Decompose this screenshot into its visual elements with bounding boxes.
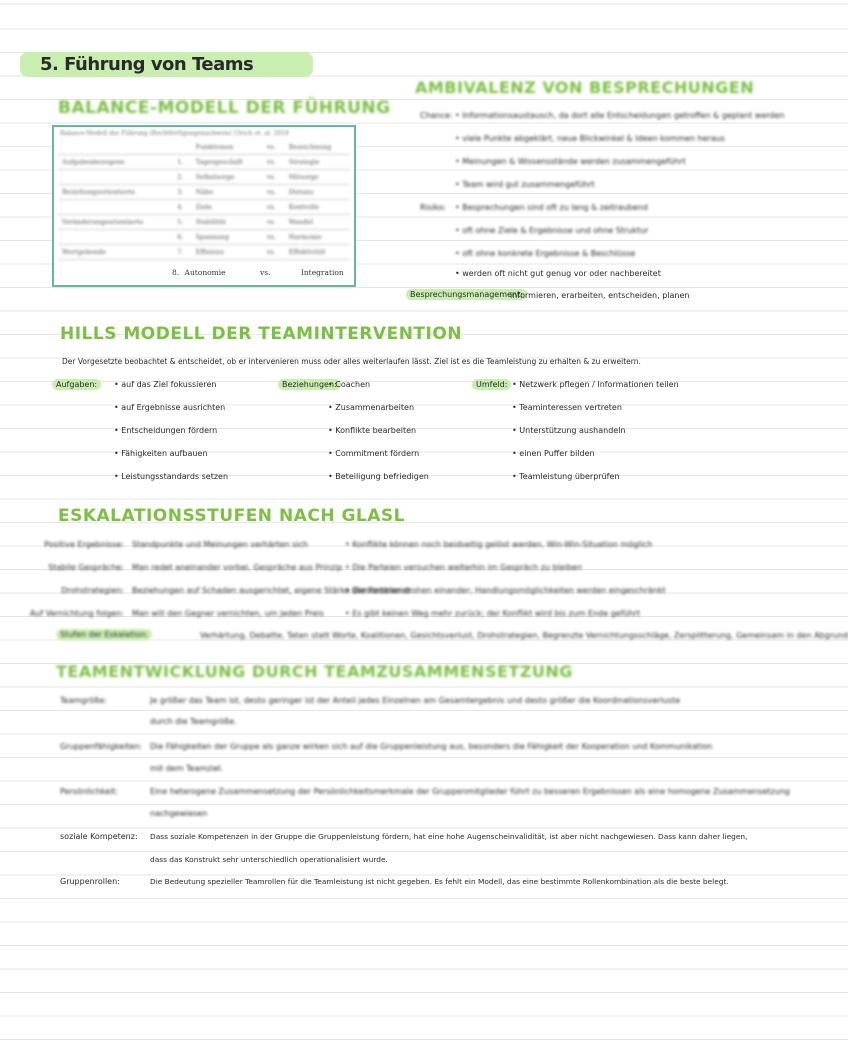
table-cell: Ziele	[192, 200, 263, 215]
table-cell	[58, 200, 173, 215]
balance-table-image	[52, 125, 356, 287]
team-heading: TEAMENTWICKLUNG DURCH TEAMZUSAMMENSETZUNG	[56, 662, 573, 681]
table-row	[58, 215, 350, 230]
balance-last-row	[172, 268, 344, 277]
risiko-item: • oft ohne konkrete Ergebnisse & Beschlüsse	[455, 249, 635, 258]
team-row-text: Dass soziale Kompetenzen in der Gruppe die Gruppenleistung fördern, hat eine hohe Augenscheinvalidität, ist aber nicht nachgewiesen. Dass kann daher liegen,	[150, 832, 748, 841]
table-row	[58, 200, 350, 215]
table-header-cell: Bezeichnung	[285, 140, 350, 155]
table-cell: Distanz	[285, 185, 350, 200]
table-cell: Kontrolle	[285, 200, 350, 215]
table-cell: vs.	[263, 200, 285, 215]
hill-column-label: Umfeld:	[472, 379, 511, 390]
table-cell: Beziehungsorientierte	[58, 185, 173, 200]
balance-caption: Balance-Modell der Führung (Rechtfertigungsnachweis) Ulrich et. al. 2018	[60, 130, 289, 137]
glasl-row-left: Standpunkte und Meinungen verhärten sich	[132, 540, 308, 549]
table-cell: Veränderungsorientierte	[58, 215, 173, 230]
hill-heading: HILLS MODELL DER TEAMINTERVENTION	[60, 324, 463, 344]
table-cell: 7.	[173, 245, 191, 260]
team-row-label: soziale Kompetenz:	[60, 832, 138, 841]
last-num: 8.	[172, 268, 180, 277]
glasl-row-label: Drohstrategien:	[61, 586, 124, 595]
hill-intro: Der Vorgesetzte beobachtet & entscheidet, ob er intervenieren muss oder alles weiterlaufen lässt. Ziel ist es die Teamleistung zu erhalten & zu erweitern.	[62, 357, 641, 366]
table-header-cell: Funktionen	[192, 140, 263, 155]
table-cell: Selbstsorge	[192, 170, 263, 185]
chance-label: Chance:	[420, 111, 453, 120]
table-cell: 3.	[173, 185, 191, 200]
hill-item: • einen Puffer bilden	[512, 449, 595, 458]
glasl-row-label: Positive Ergebnisse:	[44, 540, 124, 549]
team-row-label: Persönlichkeit:	[60, 787, 119, 796]
hill-item: • Commitment fördern	[328, 449, 419, 458]
table-cell: Effektivität	[285, 245, 350, 260]
team-row-label: Gruppenfähigkeiten:	[60, 742, 143, 751]
team-row-text: Eine heterogene Zusammensetzung der Persönlichkeitsmerkmale der Gruppenmitglieder führt zu besseren Ergebnissen als eine homogene Zusammensetzung	[150, 787, 790, 796]
table-cell: Stabilität	[192, 215, 263, 230]
balance-heading: BALANCE-MODELL DER FÜHRUNG	[58, 98, 391, 118]
table-cell: 2.	[173, 170, 191, 185]
team-row-label: Gruppenrollen:	[60, 877, 120, 886]
risiko-item: • Besprechungen sind oft zu lang & zeitraubend	[455, 203, 648, 212]
hill-item: • Netzwerk pflegen / Informationen teilen	[512, 380, 679, 389]
glasl-stages: Verhärtung, Debatte, Taten statt Worte, Koalitionen, Gesichtsverlust, Drohstrategien, Begrenzte Vernichtungsschläge, Zersplitterung, Gemeinsam in den Abgrund	[200, 631, 848, 640]
team-row-text: durch die Teamgröße.	[150, 717, 237, 726]
ambivalenz-heading: AMBIVALENZ VON BESPRECHUNGEN	[415, 78, 755, 97]
table-cell: Wertgebende	[58, 245, 173, 260]
hill-item: • auf Ergebnisse ausrichten	[114, 403, 225, 412]
hill-item: • Coachen	[328, 380, 370, 389]
glasl-row-right: • Konflikte können noch beidseitig gelöst werden, Win-Win-Situation möglich	[345, 540, 652, 549]
glasl-row-right: • Es gibt keinen Weg mehr zurück; der Konflikt wird bis zum Ende geführt	[345, 609, 640, 618]
table-header-cell: vs.	[263, 140, 285, 155]
table-cell: Harmonie	[285, 230, 350, 245]
chance-item: • Meinungen & Wissensstände werden zusammengeführt	[455, 157, 686, 166]
table-cell: vs.	[263, 215, 285, 230]
hill-column-label: Aufgaben:	[52, 379, 101, 390]
hill-column-label: Beziehungen:	[278, 379, 341, 390]
team-row-text: Je größer das Team ist, desto geringer ist der Anteil jedes Einzelnen am Gesamtergebnis und desto größer die Koordinationsverluste	[150, 696, 681, 705]
chance-item: • Team wird gut zusammengeführt	[455, 180, 595, 189]
balance-table	[58, 140, 350, 260]
table-cell: vs.	[263, 230, 285, 245]
table-cell: vs.	[263, 185, 285, 200]
table-cell: vs.	[263, 245, 285, 260]
team-row-text: dass das Konstrukt sehr unterschiedlich operationalisiert wurde.	[150, 855, 388, 864]
hill-item: • Leistungsstandards setzen	[114, 472, 228, 481]
team-row-text: mit dem Teamziel.	[150, 764, 224, 773]
table-cell	[58, 170, 173, 185]
hill-item: • Konflikte bearbeiten	[328, 426, 416, 435]
glasl-row-left: Man will den Gegner vernichten, um jeden Preis	[132, 609, 324, 618]
hill-item: • Unterstützung aushandeln	[512, 426, 626, 435]
hill-item: • Zusammenarbeiten	[328, 403, 414, 412]
risiko-item: • werden oft nicht gut genug vor oder nachbereitet	[455, 269, 661, 278]
table-cell: Mitsorge	[285, 170, 350, 185]
hill-item: • Fähigkeiten aufbauen	[114, 449, 207, 458]
table-cell: Strategie	[285, 155, 350, 170]
table-cell: Wandel	[285, 215, 350, 230]
hill-item: • auf das Ziel fokussieren	[114, 380, 216, 389]
team-row-label: Teamgröße:	[60, 696, 107, 705]
table-cell: vs.	[263, 155, 285, 170]
glasl-row-left: Man redet aneinander vorbei, Gespräche aus Prinzip	[132, 563, 343, 572]
management-label: Besprechungsmanagement:	[406, 289, 527, 300]
table-cell: Tagesgeschäft	[192, 155, 263, 170]
last-vs: vs.	[260, 268, 271, 277]
table-cell: Nähe	[192, 185, 263, 200]
glasl-row-left: Beziehungen auf Schaden ausgerichtet, eigene Stärke demonstrieren	[132, 586, 411, 595]
page-title: 5. Führung von Teams	[20, 52, 313, 77]
chance-item: • Informationsaustausch, da dort alle Entscheidungen getroffen & geplant werden	[455, 111, 784, 120]
glasl-row-right: • Die Parteien versuchen weiterhin im Gespräch zu bleiben	[345, 563, 582, 572]
table-cell	[58, 230, 173, 245]
table-cell: Spannung	[192, 230, 263, 245]
team-row-text: nachgewiesen	[150, 809, 208, 818]
table-cell: Effizienz	[192, 245, 263, 260]
glasl-row-label: Stabile Gespräche:	[48, 563, 124, 572]
table-row	[58, 245, 350, 260]
team-row-text: Die Bedeutung spezieller Teamrollen für die Teamleistung ist nicht gegeben. Es fehlt ein Modell, das eine bestimmte Rollenkombination als die beste belegt.	[150, 877, 729, 886]
table-row	[58, 185, 350, 200]
hill-item: • Teaminteressen vertreten	[512, 403, 622, 412]
glasl-row-right: • Die Parteien drohen einander; Handlungsmöglichkeiten werden eingeschränkt	[345, 586, 666, 595]
hill-item: • Entscheidungen fördern	[114, 426, 217, 435]
glasl-stages-label: Stufen der Eskalation:	[56, 629, 152, 640]
management-text: informieren, erarbeiten, entscheiden, planen	[510, 291, 690, 300]
table-header-row	[58, 140, 350, 155]
table-cell: 1.	[173, 155, 191, 170]
hill-item: • Beteiligung befriedigen	[328, 472, 429, 481]
last-a: Autonomie	[184, 268, 226, 277]
table-cell: 5.	[173, 215, 191, 230]
hill-item: • Teamleistung überprüfen	[512, 472, 619, 481]
glasl-heading: ESKALATIONSSTUFEN NACH GLASL	[58, 506, 405, 526]
table-row	[58, 155, 350, 170]
last-b: Integration	[300, 268, 344, 277]
team-row-text: Die Fähigkeiten der Gruppe als ganze wirken sich auf die Gruppenleistung aus, besonders die Fähigkeit der Kooperation und Kommunikation	[150, 742, 713, 751]
table-cell: 6.	[173, 230, 191, 245]
risiko-label: Risiko:	[420, 203, 447, 212]
table-cell: 4.	[173, 200, 191, 215]
glasl-row-label: Auf Vernichtung folgen:	[29, 609, 124, 618]
table-cell: vs.	[263, 170, 285, 185]
table-cell: Aufgabenbezogene	[58, 155, 173, 170]
risiko-item: • oft ohne Ziele & Ergebnisse und ohne Struktur	[455, 226, 648, 235]
chance-item: • viele Punkte abgeklärt, neue Blickwinkel & Ideen kommen heraus	[455, 134, 725, 143]
table-row	[58, 230, 350, 245]
table-row	[58, 170, 350, 185]
